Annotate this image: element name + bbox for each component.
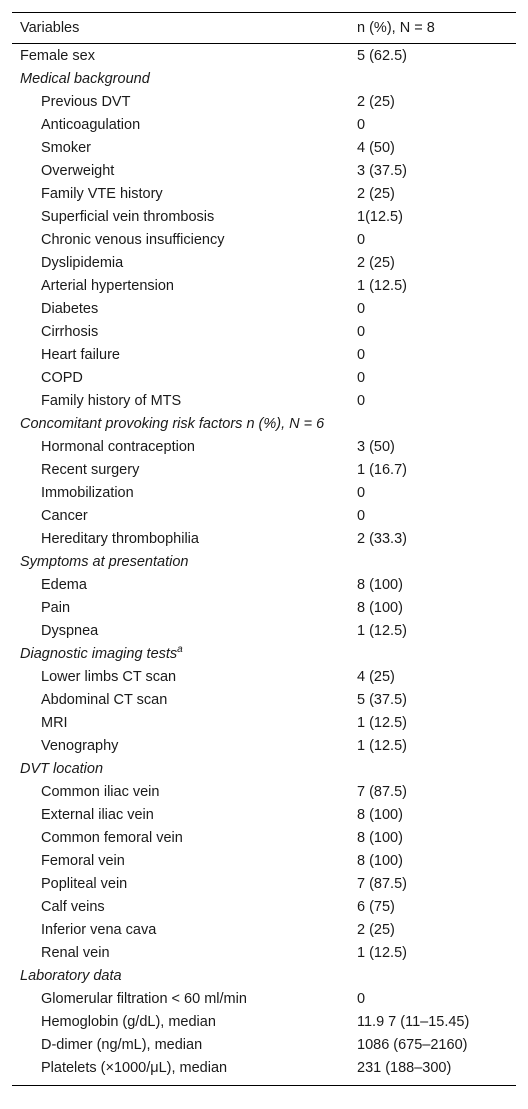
variable-label [12, 853, 357, 869]
value-cell: 8 (100) [357, 576, 403, 593]
table-row [12, 826, 516, 849]
variable-label [12, 370, 357, 386]
variable-label [12, 508, 357, 524]
label-text: Edema [41, 576, 87, 593]
table-row [12, 44, 516, 67]
value-cell: 0 [357, 300, 366, 317]
table-row [12, 389, 516, 412]
variable-label [12, 278, 357, 294]
value-cell: 7 (87.5) [357, 783, 407, 800]
label-text: Lower limbs CT scan [41, 668, 177, 685]
table-row [12, 734, 516, 757]
section-label [12, 643, 357, 662]
table-row [12, 665, 516, 688]
data-table [12, 12, 516, 1086]
value-cell: 0 [357, 484, 366, 501]
variable-label [12, 577, 357, 593]
value-cell: 0 [357, 392, 366, 409]
table-row [12, 895, 516, 918]
label-text: Diagnostic imaging tests [20, 645, 178, 662]
label-text: Venography [41, 737, 119, 754]
table-row [12, 849, 516, 872]
label-text: Inferior vena cava [41, 921, 157, 938]
label-text: Smoker [41, 139, 91, 156]
variable-label [12, 255, 357, 271]
table-row [12, 274, 516, 297]
variable-label [12, 899, 357, 915]
variable-label [12, 715, 357, 731]
value-cell: 0 [357, 231, 366, 248]
label-text: COPD [41, 369, 83, 386]
value-cell: 2 (25) [357, 921, 395, 938]
value-cell: 0 [357, 507, 366, 524]
label-text: Diabetes [41, 300, 99, 317]
label-text: Heart failure [41, 346, 120, 363]
table-row [12, 159, 516, 182]
variable-label [12, 439, 357, 455]
header-variables: Variables [20, 20, 80, 36]
label-text: Chronic venous insufficiency [41, 231, 225, 248]
value-cell: 1 (12.5) [357, 277, 407, 294]
value-cell: 8 (100) [357, 599, 403, 616]
value-cell: 4 (25) [357, 668, 395, 685]
variable-label [12, 324, 357, 340]
section-row [12, 550, 516, 573]
table-row [12, 1033, 516, 1056]
value-cell: 4 (50) [357, 139, 395, 156]
value-cell: 1(12.5) [357, 208, 403, 225]
value-cell: 2 (25) [357, 185, 395, 202]
variable-label [12, 1014, 357, 1030]
label-text: Medical background [20, 70, 150, 87]
value-cell: 1 (12.5) [357, 714, 407, 731]
table-row [12, 320, 516, 343]
table-row [12, 987, 516, 1010]
table-header [12, 13, 516, 44]
table-row [12, 573, 516, 596]
table-row [12, 918, 516, 941]
label-text: Arterial hypertension [41, 277, 174, 294]
label-text: Previous DVT [41, 93, 131, 110]
label-text: MRI [41, 714, 68, 731]
section-row [12, 642, 516, 665]
label-text: Symptoms at presentation [20, 553, 189, 570]
table-row [12, 343, 516, 366]
table-row [12, 872, 516, 895]
table-row [12, 711, 516, 734]
value-cell: 231 (188–300) [357, 1059, 452, 1076]
value-cell: 1 (16.7) [357, 461, 407, 478]
value-cell: 1 (12.5) [357, 944, 407, 961]
table-row [12, 182, 516, 205]
variable-label [12, 393, 357, 409]
label-text: Platelets (×1000/μL), median [41, 1059, 228, 1076]
variable-label [12, 531, 357, 547]
label-text: DVT location [20, 760, 104, 777]
section-label [12, 761, 357, 777]
variable-label [12, 807, 357, 823]
label-text: Recent surgery [41, 461, 140, 478]
section-row [12, 964, 516, 987]
variable-label [12, 301, 357, 317]
label-text: Hemoglobin (g/dL), median [41, 1013, 216, 1030]
variable-label [12, 94, 357, 110]
label-text: Family history of MTS [41, 392, 182, 409]
section-label [12, 968, 357, 984]
label-text: Cirrhosis [41, 323, 99, 340]
section-row [12, 757, 516, 780]
variable-label [12, 209, 357, 225]
value-cell: 1 (12.5) [357, 737, 407, 754]
value-cell: 3 (37.5) [357, 162, 407, 179]
table-row [12, 205, 516, 228]
value-cell: 5 (62.5) [357, 47, 407, 64]
label-text: Laboratory data [20, 967, 122, 984]
table-row [12, 228, 516, 251]
section-row [12, 412, 516, 435]
value-cell: 8 (100) [357, 806, 403, 823]
table-bottom-rule [12, 1085, 516, 1086]
value-cell: 7 (87.5) [357, 875, 407, 892]
variable-label [12, 48, 357, 64]
variable-label [12, 692, 357, 708]
table-row [12, 481, 516, 504]
label-text: Renal vein [41, 944, 110, 961]
label-text: Abdominal CT scan [41, 691, 168, 708]
value-cell: 2 (25) [357, 254, 395, 271]
variable-label [12, 462, 357, 478]
variable-label [12, 186, 357, 202]
label-text: Calf veins [41, 898, 105, 915]
table-row [12, 780, 516, 803]
table-row [12, 941, 516, 964]
value-cell: 6 (75) [357, 898, 395, 915]
table-row [12, 596, 516, 619]
variable-label [12, 830, 357, 846]
variable-label [12, 784, 357, 800]
label-text: Superficial vein thrombosis [41, 208, 215, 225]
section-label [12, 416, 357, 432]
table-row [12, 136, 516, 159]
variable-label [12, 1060, 357, 1076]
table-row [12, 251, 516, 274]
variable-label [12, 163, 357, 179]
table-body [12, 44, 516, 1079]
value-cell: 2 (25) [357, 93, 395, 110]
variable-label [12, 945, 357, 961]
table-row [12, 619, 516, 642]
label-text: Dyslipidemia [41, 254, 124, 271]
value-cell: 0 [357, 990, 366, 1007]
label-text: Family VTE history [41, 185, 163, 202]
variable-label [12, 1037, 357, 1053]
variable-label [12, 232, 357, 248]
table-row [12, 113, 516, 136]
variable-label [12, 738, 357, 754]
variable-label [12, 623, 357, 639]
value-cell: 0 [357, 116, 366, 133]
variable-label [12, 117, 357, 133]
variable-label [12, 922, 357, 938]
variable-label [12, 140, 357, 156]
value-cell: 3 (50) [357, 438, 395, 455]
table-row [12, 366, 516, 389]
table-row [12, 435, 516, 458]
variable-label [12, 669, 357, 685]
label-text: Overweight [41, 162, 115, 179]
label-text: External iliac vein [41, 806, 154, 823]
table-row [12, 1056, 516, 1079]
label-text: Hormonal contraception [41, 438, 195, 455]
label-text: Hereditary thrombophilia [41, 530, 199, 547]
table-row [12, 803, 516, 826]
value-cell: 1 (12.5) [357, 622, 407, 639]
variable-label [12, 347, 357, 363]
variable-label [12, 991, 357, 1007]
section-label [12, 554, 357, 570]
value-cell: 5 (37.5) [357, 691, 407, 708]
table-row [12, 458, 516, 481]
value-cell: 0 [357, 346, 366, 363]
value-cell: 2 (33.3) [357, 530, 407, 547]
table-row [12, 527, 516, 550]
label-text: Cancer [41, 507, 88, 524]
table-row [12, 688, 516, 711]
footnote-marker: a [177, 643, 183, 655]
label-text: Dyspnea [41, 622, 99, 639]
label-text: D-dimer (ng/mL), median [41, 1036, 203, 1053]
label-text: Immobilization [41, 484, 134, 501]
label-text: Female sex [20, 47, 95, 64]
label-text: Femoral vein [41, 852, 125, 869]
section-row [12, 67, 516, 90]
label-text: Popliteal vein [41, 875, 128, 892]
label-text: Concomitant provoking risk factors n (%), N = 6 [20, 415, 325, 432]
variable-label [12, 600, 357, 616]
label-text: Pain [41, 599, 71, 616]
header-n-percent: n (%), N = 8 [357, 20, 435, 36]
table-row [12, 297, 516, 320]
label-text: Common iliac vein [41, 783, 160, 800]
table-row [12, 504, 516, 527]
label-text: Glomerular filtration < 60 ml/min [41, 990, 247, 1007]
table-row [12, 90, 516, 113]
table-row [12, 1010, 516, 1033]
value-cell: 8 (100) [357, 829, 403, 846]
section-label [12, 71, 357, 87]
value-cell: 1086 (675–2160) [357, 1036, 468, 1053]
variable-label [12, 485, 357, 501]
variable-label [12, 876, 357, 892]
label-text: Anticoagulation [41, 116, 141, 133]
value-cell: 0 [357, 369, 366, 386]
value-cell: 0 [357, 323, 366, 340]
value-cell: 8 (100) [357, 852, 403, 869]
value-cell: 11.9 7 (11–15.45) [357, 1013, 470, 1030]
label-text: Common femoral vein [41, 829, 183, 846]
